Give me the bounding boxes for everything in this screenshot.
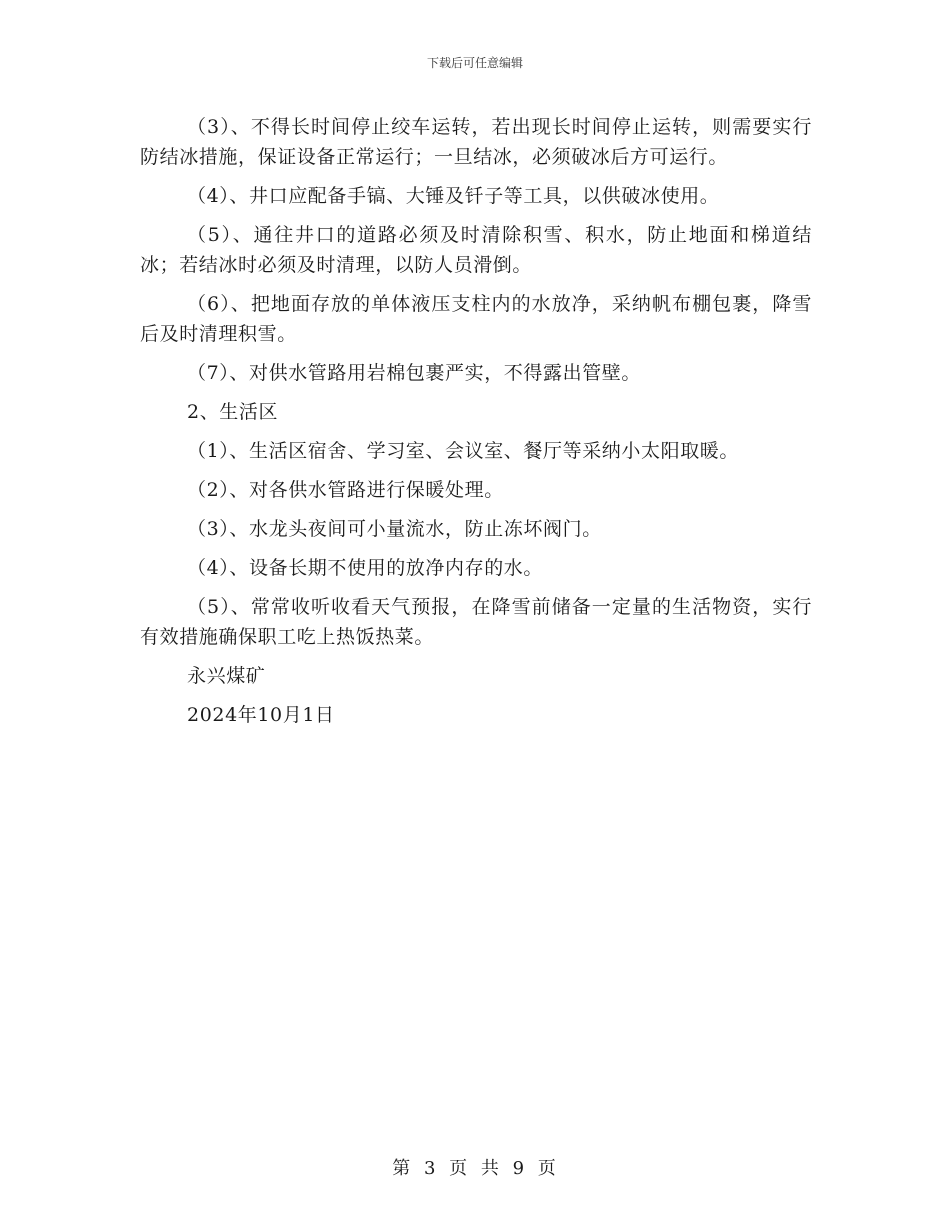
living-item-2: （2）、对各供水管路进行保暖处理。 <box>187 479 504 501</box>
page-header: 下载后可任意编辑 <box>426 56 523 70</box>
document-body <box>140 112 812 739</box>
section-heading-living-area: 2、生活区 <box>187 401 279 423</box>
living-item-5: （5）、常常收听收看天气预报，在降雪前储备一定量的生活物资，实行有效措施确保职工吃上热饭热菜。 <box>140 596 812 648</box>
paragraph-item-7: （7）、对供水管路用岩棉包裹严实，不得露出管壁。 <box>187 362 641 384</box>
living-item-4: （4）、设备长期不使用的放净内存的水。 <box>187 557 543 579</box>
paragraph-item-3: （3）、不得长时间停止绞车运转，若出现长时间停止运转，则需要实行防结冰措施，保证设备正常运行；一旦结冰，必须破冰后方可运行。 <box>140 116 812 168</box>
paragraph-item-4: （4）、井口应配备手镐、大锤及钎子等工具，以供破冰使用。 <box>187 185 720 207</box>
living-item-3: （3）、水龙头夜间可小量流水，防止冻坏阀门。 <box>187 518 602 540</box>
signature-org: 永兴煤矿 <box>187 665 266 687</box>
signature-date: 2024年10月1日 <box>187 704 335 726</box>
paragraph-item-6: （6）、把地面存放的单体液压支柱内的水放净，采纳帆布棚包裹，降雪后及时清理积雪。 <box>140 293 812 345</box>
page-number: 第 3 页 共 9 页 <box>392 1158 558 1179</box>
living-item-1: （1）、生活区宿舍、学习室、会议室、餐厅等采纳小太阳取暖。 <box>187 440 739 462</box>
paragraph-item-5: （5）、通往井口的道路必须及时清除积雪、积水，防止地面和梯道结冰；若结冰时必须及时清理，以防人员滑倒。 <box>140 224 812 276</box>
